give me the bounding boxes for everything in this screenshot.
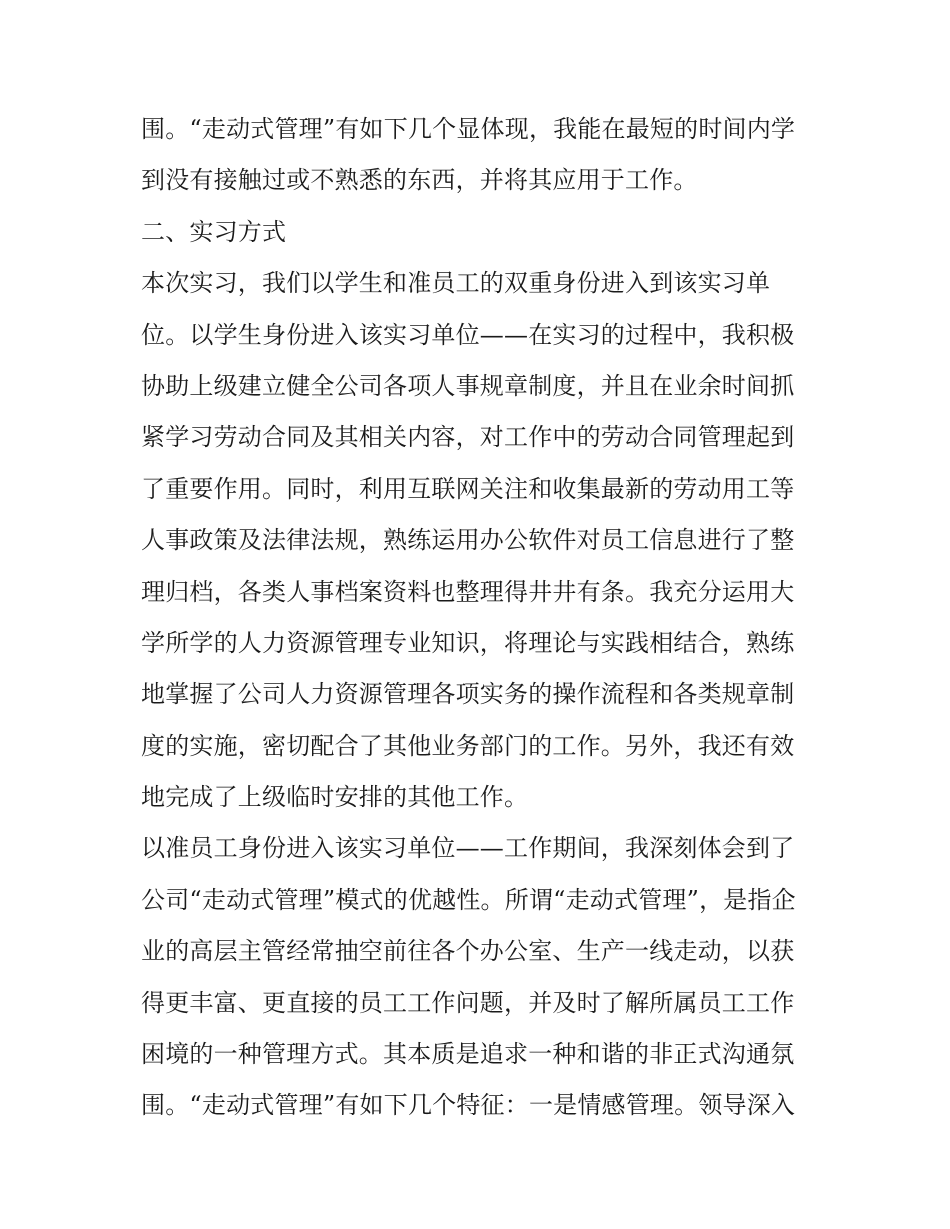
text-line: 以准员工身份进入该实习单位——工作期间，我深刻体会到了 bbox=[141, 834, 795, 863]
text-line: 地完成了上级临时安排的其他工作。 bbox=[141, 783, 529, 812]
text-line: 理归档，各类人事档案资料也整理得井井有条。我充分运用大 bbox=[141, 577, 795, 606]
text-line: 公司“走动式管理”模式的优越性。所谓“走动式管理”，是指企 bbox=[141, 885, 796, 914]
text-line: 本次实习，我们以学生和准员工的双重身份进入到该实习单 bbox=[141, 269, 771, 298]
text-line: 围。“走动式管理”有如下几个特征：一是情感管理。领导深入 bbox=[141, 1091, 796, 1120]
text-line: 学所学的人力资源管理专业知识，将理论与实践相结合，熟练 bbox=[141, 628, 795, 657]
text-line: 人事政策及法律法规，熟练运用办公软件对员工信息进行了整 bbox=[141, 526, 795, 555]
text-line: 度的实施，密切配合了其他业务部门的工作。另外，我还有效 bbox=[141, 731, 795, 760]
text-line: 困境的一种管理方式。其本质是追求一种和谐的非正式沟通氛 bbox=[141, 1040, 795, 1069]
text-line: 业的高层主管经常抽空前往各个办公室、生产一线走动，以获 bbox=[141, 937, 795, 966]
text-line: 紧学习劳动合同及其相关内容，对工作中的劳动合同管理起到 bbox=[141, 423, 795, 452]
text-line: 地掌握了公司人力资源管理各项实务的操作流程和各类规章制 bbox=[141, 680, 795, 709]
text-line: 了重要作用。同时，利用互联网关注和收集最新的劳动用工等 bbox=[141, 474, 795, 503]
body-text bbox=[141, 104, 821, 1132]
text-line: 围。“走动式管理”有如下几个显体现，我能在最短的时间内学 bbox=[141, 115, 796, 143]
section-heading: 二、实习方式 bbox=[141, 217, 287, 246]
text-line: 得更丰富、更直接的员工工作问题，并及时了解所属员工工作 bbox=[141, 988, 795, 1017]
text-line: 协助上级建立健全公司各项人事规章制度，并且在业余时间抓 bbox=[141, 371, 795, 400]
text-line: 位。以学生身份进入该实习单位——在实习的过程中，我积极 bbox=[141, 320, 795, 349]
text-line: 到没有接触过或不熟悉的东西，并将其应用于工作。 bbox=[141, 166, 698, 195]
